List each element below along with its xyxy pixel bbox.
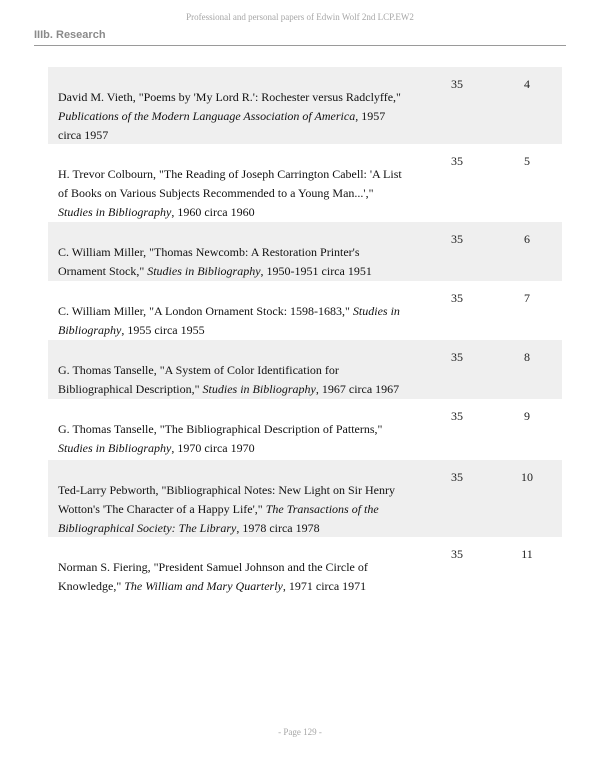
box-number: 35 <box>451 409 463 423</box>
journal-title: Studies in Bibliography <box>202 382 316 396</box>
box-number: 35 <box>451 232 463 246</box>
list-item <box>48 537 562 597</box>
entries-list <box>48 67 562 597</box>
folder-number: 9 <box>524 409 530 423</box>
folder-number: 8 <box>524 350 530 364</box>
journal-title: Publications of the Modern Language Association of America <box>58 109 356 123</box>
box-number: 35 <box>451 547 463 561</box>
folder-number: 10 <box>521 470 533 484</box>
list-item <box>48 222 562 281</box>
list-item <box>48 281 562 340</box>
box-number: 35 <box>451 77 463 91</box>
section-divider <box>34 45 566 46</box>
box-number: 35 <box>451 470 463 484</box>
journal-title: Studies in Bibliography <box>147 264 261 278</box>
box-number: 35 <box>451 350 463 364</box>
running-head: Professional and personal papers of Edwin Wolf 2nd LCP.EW2 <box>186 12 414 22</box>
folder-number: 6 <box>524 232 530 246</box>
journal-title: The William and Mary Quarterly <box>124 579 283 593</box>
folder-number: 11 <box>521 547 533 561</box>
list-item <box>48 144 562 222</box>
journal-title: Studies in Bibliography <box>58 304 400 337</box>
list-item <box>48 460 562 537</box>
list-item <box>48 340 562 399</box>
entry-description: C. William Miller, "Thomas Newcomb: A Restoration Printer's Ornament Stock," Studies in Bibliography, 1950-1951 circa 1951 <box>58 245 372 278</box>
folder-number: 4 <box>524 77 530 91</box>
entry-description: G. Thomas Tanselle, "A System of Color Identification for Bibliographical Description," Studies in Bibliography, 1967 circa 1967 <box>58 363 400 396</box>
entry-description: H. Trevor Colbourn, "The Reading of Joseph Carrington Cabell: 'A List of Books on Various Subjects Recommended to a Young Man...'," Studies in Bibliography, 1960 circa 1960 <box>58 167 402 219</box>
entry-description: David M. Vieth, "Poems by 'My Lord R.': Rochester versus Radclyffe," Publications of the Modern Language Association of America, 1957 circa 1957 <box>58 90 401 142</box>
list-item <box>48 67 562 144</box>
entry-description: Ted-Larry Pebworth, "Bibliographical Notes: New Light on Sir Henry Wotton's 'The Character of a Happy Life'," The Transactions of the Bibliographical Society: The Library, 1978 circa 1978 <box>58 483 395 535</box>
journal-title: Studies in Bibliography <box>58 441 172 455</box>
box-number: 35 <box>451 291 463 305</box>
journal-title: Studies in Bibliography <box>58 205 172 219</box>
entry-description: G. Thomas Tanselle, "The Bibliographical Description of Patterns," Studies in Bibliography, 1970 circa 1970 <box>58 422 383 455</box>
journal-title: The Transactions of the Bibliographical Society: The Library <box>58 502 379 535</box>
box-number: 35 <box>451 154 463 168</box>
list-item <box>48 399 562 460</box>
folder-number: 5 <box>524 154 530 168</box>
page-number: - Page 129 - <box>278 727 322 737</box>
section-title: IIIb. Research <box>34 29 106 41</box>
folder-number: 7 <box>524 291 530 305</box>
entry-description: C. William Miller, "A London Ornament Stock: 1598-1683," Studies in Bibliography, 1955 circa 1955 <box>58 304 400 337</box>
entry-description: Norman S. Fiering, "President Samuel Johnson and the Circle of Knowledge," The William and Mary Quarterly, 1971 circa 1971 <box>58 560 368 593</box>
